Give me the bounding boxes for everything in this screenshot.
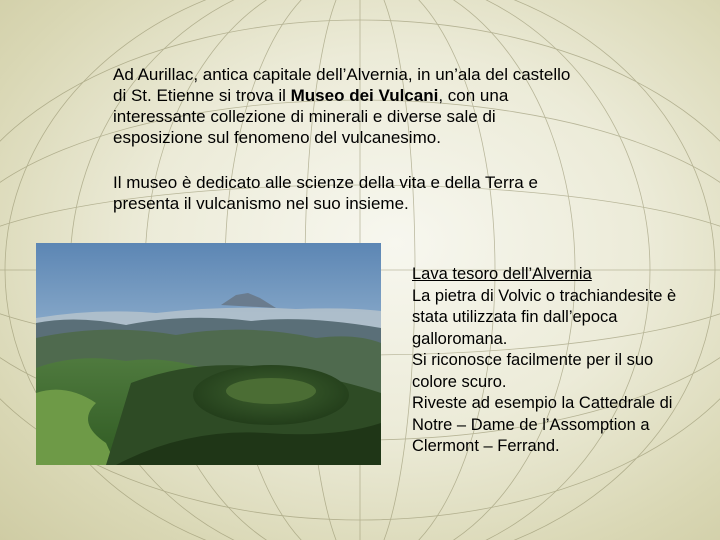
intro-text-end: , con una interessante collezione di minerali e diverse sale di esposizione sul fenomeno del vulcanesimo.	[113, 86, 509, 147]
intro-paragraph	[113, 64, 583, 148]
sidebar-line: Riveste ad esempio la Cattedrale di Notre – Dame de l’Assomption a Clermont – Ferrand.	[412, 394, 673, 455]
sidebar-line: La pietra di Volvic o trachiandesite è stata utilizzata fin dall’epoca galloromana.	[412, 286, 677, 348]
lava-sidebar	[412, 264, 682, 458]
sidebar-line: Si riconosce facilmente per il suo colore scuro.	[412, 351, 654, 391]
sidebar-heading: Lava tesoro dell’Alvernia	[412, 265, 592, 283]
volcano-landscape-photo	[36, 243, 381, 465]
museum-name: Museo dei Vulcani	[290, 86, 439, 105]
intro-text-start: Ad Aurillac, antica capitale dell’Alvernia, in un’ala del castello di St. Etienne si trova il	[113, 65, 571, 105]
museum-description: Il museo è dedicato alle scienze della vita e della Terra e presenta il vulcanismo nel suo insieme.	[113, 173, 538, 213]
